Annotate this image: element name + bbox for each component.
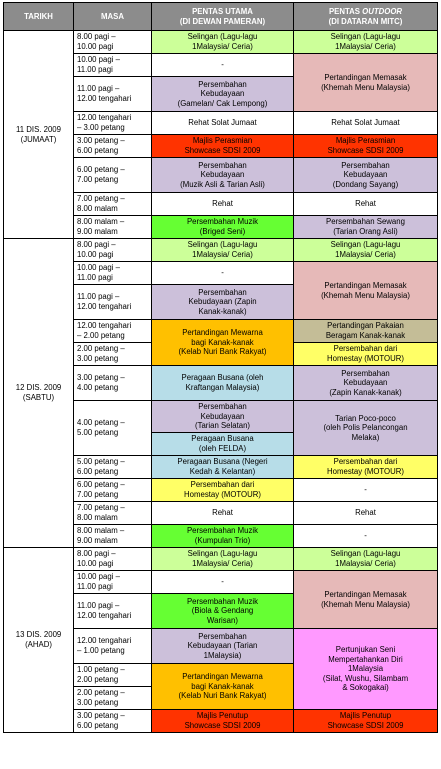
outdoor-stage-event: Pertandingan Memasak (Khemah Menu Malaysia) (294, 571, 438, 629)
main-stage-event: Rehat Solat Jumaat (152, 112, 294, 135)
schedule-wrapper (3, 2, 438, 733)
schedule-row (4, 31, 438, 54)
time-cell: 7.00 petang – 8.00 malam (74, 193, 152, 216)
time-cell: 10.00 pagi – 11.00 pagi (74, 262, 152, 285)
header-pentas-utama (152, 3, 294, 31)
date-cell (4, 31, 74, 239)
day-label: (SABTU) (22, 393, 55, 402)
main-stage-event: Peragaan Busana (Negeri Kedah & Kelantan) (152, 456, 294, 479)
day-label: (AHAD) (25, 640, 52, 649)
time-cell: 3.00 petang – 6.00 petang (74, 135, 152, 158)
date-cell (4, 239, 74, 548)
header-pentas-utama-title: PENTAS UTAMA (192, 6, 253, 16)
outdoor-stage-event: Persembahan Sewang (Tarian Orang Asli) (294, 216, 438, 239)
main-stage-event: Persembahan Muzik (Kumpulan Trio) (152, 525, 294, 548)
time-cell: 6.00 petang – 7.00 petang (74, 479, 152, 502)
main-stage-event-lower: Peragaan Busana (oleh FELDA) (152, 432, 293, 455)
outdoor-stage-event: Tarian Poco-poco (oleh Polis Pelancongan Melaka) (294, 401, 438, 456)
header-row (4, 3, 438, 31)
main-stage-event: - (152, 262, 294, 285)
main-stage-event: Persembahan Kebudayaan (Gamelan/ Cak Lempong) (152, 77, 294, 112)
date-label: 12 DIS. 2009 (15, 383, 62, 393)
outdoor-stage-event: Pertandingan Memasak (Khemah Menu Malaysia) (294, 54, 438, 112)
schedule-row (4, 548, 438, 571)
main-stage-event: Persembahan Kebudayaan (Tarian 1Malaysia) (152, 629, 294, 664)
time-cell: 6.00 petang – 7.00 petang (74, 158, 152, 193)
time-cell: 8.00 malam – 9.00 malam (74, 525, 152, 548)
header-masa: MASA (74, 3, 152, 31)
outdoor-stage-event: Rehat Solat Jumaat (294, 112, 438, 135)
date-label: 13 DIS. 2009 (15, 630, 62, 640)
main-stage-event: Persembahan Kebudayaan (Muzik Asli & Tarian Asli) (152, 158, 294, 193)
time-cell: 10.00 pagi – 11.00 pagi (74, 571, 152, 594)
time-cell: 7.00 petang – 8.00 malam (74, 502, 152, 525)
outdoor-stage-event: Persembahan Kebudayaan (Zapin Kanak-kanak) (294, 366, 438, 401)
outdoor-stage-event: Persembahan dari Homestay (MOTOUR) (294, 343, 438, 366)
header-pentas-utama-venue: (DI DEWAN PAMERAN) (179, 16, 266, 26)
time-cell: 11.00 pagi – 12.00 tengahari (74, 594, 152, 629)
day-label: (JUMAAT) (20, 134, 57, 144)
time-cell: 2.00 petang – 3.00 petang (74, 687, 152, 710)
time-cell: 4.00 petang – 5.00 petang (74, 401, 152, 456)
schedule-row (4, 239, 438, 262)
header-pentas-outdoor-prefix: PENTAS (328, 6, 363, 16)
outdoor-stage-event: Rehat (294, 193, 438, 216)
time-cell: 8.00 malam – 9.00 malam (74, 216, 152, 239)
date-cell (4, 548, 74, 733)
main-stage-event: Persembahan Muzik (Briged Seni) (152, 216, 294, 239)
time-cell: 3.00 petang – 4.00 petang (74, 366, 152, 401)
schedule-table (3, 2, 438, 733)
main-stage-event-upper: Persembahan Kebudayaan (Tarian Selatan) (152, 401, 293, 432)
outdoor-stage-event: Majlis Perasmian Showcase SDSI 2009 (294, 135, 438, 158)
time-cell: 2.00 petang – 3.00 petang (74, 343, 152, 366)
main-stage-event: Rehat (152, 193, 294, 216)
main-stage-event: Majlis Perasmian Showcase SDSI 2009 (152, 135, 294, 158)
time-cell: 8.00 pagi – 10.00 pagi (74, 548, 152, 571)
outdoor-stage-event: Persembahan Kebudayaan (Dondang Sayang) (294, 158, 438, 193)
header-tarikh: TARIKH (4, 3, 74, 31)
main-stage-event: Selingan (Lagu-lagu 1Malaysia/ Ceria) (152, 548, 294, 571)
date-label: 11 DIS. 2009 (16, 124, 61, 134)
outdoor-stage-event: Selingan (Lagu-lagu 1Malaysia/ Ceria) (294, 239, 438, 262)
outdoor-stage-event: Pertunjukan Seni Mempertahankan Diri 1Malaysia (Silat, Wushu, Silambam & Sokogakai) (294, 629, 438, 710)
schedule-body (4, 31, 438, 733)
main-stage-event: Persembahan Muzik (Biola & Gendang Warisan) (152, 594, 294, 629)
time-cell: 8.00 pagi – 10.00 pagi (74, 31, 152, 54)
time-cell: 3.00 petang – 6.00 petang (74, 710, 152, 733)
outdoor-stage-event: - (294, 479, 438, 502)
time-cell: 12.00 tengahari – 1.00 petang (74, 629, 152, 664)
time-cell: 11.00 pagi – 12.00 tengahari (74, 77, 152, 112)
main-stage-event: Selingan (Lagu-lagu 1Malaysia/ Ceria) (152, 239, 294, 262)
outdoor-stage-event: Selingan (Lagu-lagu 1Malaysia/ Ceria) (294, 31, 438, 54)
main-stage-event: Peragaan Busana (oleh Kraftangan Malaysia) (152, 366, 294, 401)
outdoor-stage-event: Majlis Penutup Showcase SDSI 2009 (294, 710, 438, 733)
time-cell: 11.00 pagi – 12.00 tengahari (74, 285, 152, 320)
time-cell: 5.00 petang – 6.00 petang (74, 456, 152, 479)
time-cell: 12.00 tengahari – 2.00 petang (74, 320, 152, 343)
outdoor-stage-event: Selingan (Lagu-lagu 1Malaysia/ Ceria) (294, 548, 438, 571)
outdoor-stage-event: Pertandingan Memasak (Khemah Menu Malaysia) (294, 262, 438, 320)
main-stage-event: Pertandingan Mewarna bagi Kanak-kanak (Kelab Nuri Bank Rakyat) (152, 320, 294, 366)
header-pentas-outdoor-venue: (DI DATARAN MITC) (328, 16, 403, 26)
main-stage-event (152, 401, 294, 456)
outdoor-stage-event: - (294, 525, 438, 548)
time-cell: 8.00 pagi – 10.00 pagi (74, 239, 152, 262)
main-stage-event: Pertandingan Mewarna bagi Kanak-kanak (Kelab Nuri Bank Rakyat) (152, 664, 294, 710)
main-stage-event: Persembahan Kebudayaan (Zapin Kanak-kanak) (152, 285, 294, 320)
header-pentas-outdoor-em: OUTDOOR (362, 6, 403, 16)
main-stage-event: Majlis Penutup Showcase SDSI 2009 (152, 710, 294, 733)
outdoor-stage-event: Persembahan dari Homestay (MOTOUR) (294, 456, 438, 479)
main-stage-event: Persembahan dari Homestay (MOTOUR) (152, 479, 294, 502)
time-cell: 12.00 tengahari – 3.00 petang (74, 112, 152, 135)
outdoor-stage-event: Rehat (294, 502, 438, 525)
main-stage-event: - (152, 54, 294, 77)
time-cell: 1.00 petang – 2.00 petang (74, 664, 152, 687)
main-stage-event: - (152, 571, 294, 594)
time-cell: 10.00 pagi – 11.00 pagi (74, 54, 152, 77)
main-stage-event: Rehat (152, 502, 294, 525)
main-stage-event: Selingan (Lagu-lagu 1Malaysia/ Ceria) (152, 31, 294, 54)
header-pentas-outdoor (294, 3, 438, 31)
outdoor-stage-event: Pertandingan Pakaian Beragam Kanak-kanak (294, 320, 438, 343)
